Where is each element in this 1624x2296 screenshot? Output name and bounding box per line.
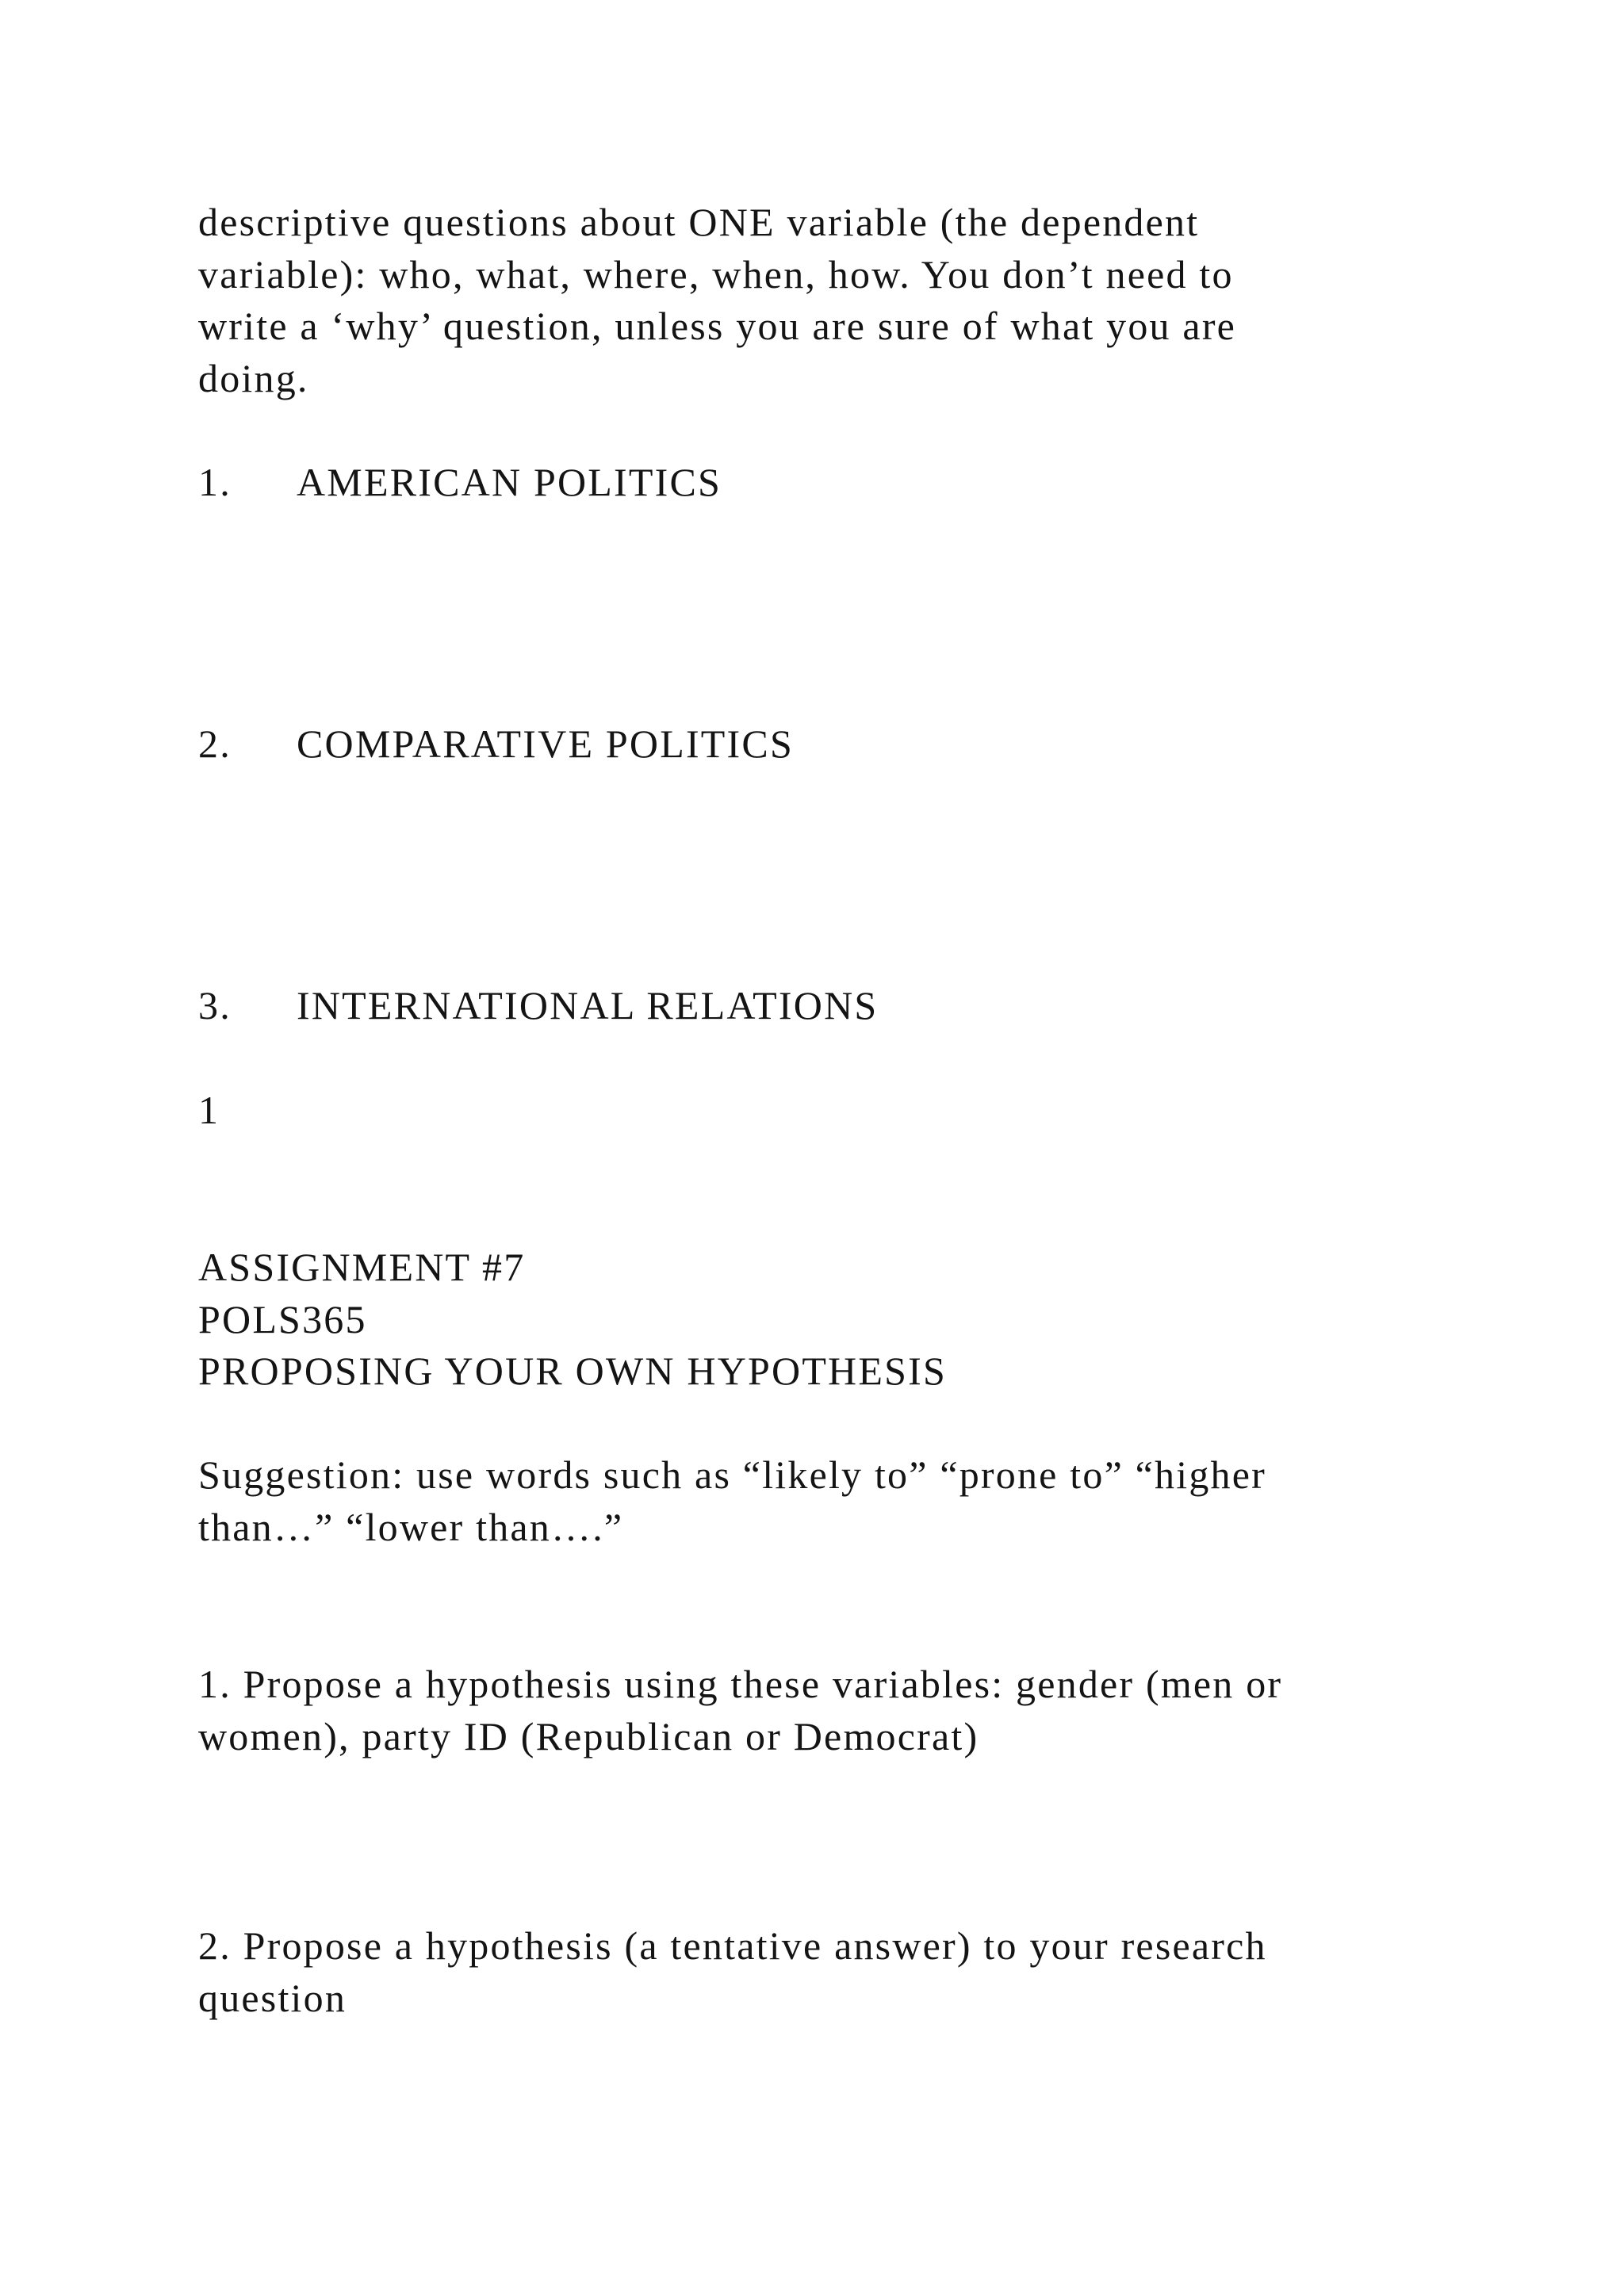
intro-paragraph bbox=[198, 197, 1435, 404]
field-label: AMERICAN POLITICS bbox=[297, 460, 722, 504]
question-2 bbox=[198, 1920, 1435, 2024]
intro-line: doing. bbox=[198, 355, 309, 400]
field-label: INTERNATIONAL RELATIONS bbox=[297, 983, 879, 1027]
intro-line: variable): who, what, where, when, how. You don’t need to bbox=[198, 251, 1234, 297]
field-item-comparative-politics bbox=[198, 718, 1435, 771]
suggestion-line: than…” “lower than….” bbox=[198, 1504, 624, 1549]
suggestion-paragraph bbox=[198, 1449, 1435, 1553]
intro-line: write a ‘why’ question, unless you are sure of what you are bbox=[198, 304, 1237, 348]
page-number: 1 bbox=[198, 1088, 220, 1132]
suggestion-line: Suggestion: use words such as “likely to” “prone to” “higher bbox=[198, 1452, 1266, 1497]
assignment-header bbox=[198, 1242, 1435, 1398]
field-number: 1. bbox=[198, 460, 232, 504]
field-item-international-relations bbox=[198, 980, 1435, 1032]
field-label: COMPARATIVE POLITICS bbox=[297, 721, 794, 766]
question-line: 2. Propose a hypothesis (a tentative answer) to your research bbox=[198, 1923, 1267, 1968]
field-item-american-politics bbox=[198, 457, 1435, 509]
course-code: POLS365 bbox=[198, 1296, 367, 1341]
question-line: 1. Propose a hypothesis using these variables: gender (men or bbox=[198, 1662, 1283, 1706]
assignment-number: ASSIGNMENT #7 bbox=[198, 1245, 526, 1289]
question-1 bbox=[198, 1659, 1435, 1762]
assignment-title: PROPOSING YOUR OWN HYPOTHESIS bbox=[198, 1349, 947, 1393]
intro-line: descriptive questions about ONE variable (the dependent bbox=[198, 200, 1200, 244]
question-line: question bbox=[198, 1975, 347, 2020]
field-number: 2. bbox=[198, 721, 232, 766]
question-line: women), party ID (Republican or Democrat) bbox=[198, 1713, 979, 1758]
field-number: 3. bbox=[198, 983, 232, 1027]
